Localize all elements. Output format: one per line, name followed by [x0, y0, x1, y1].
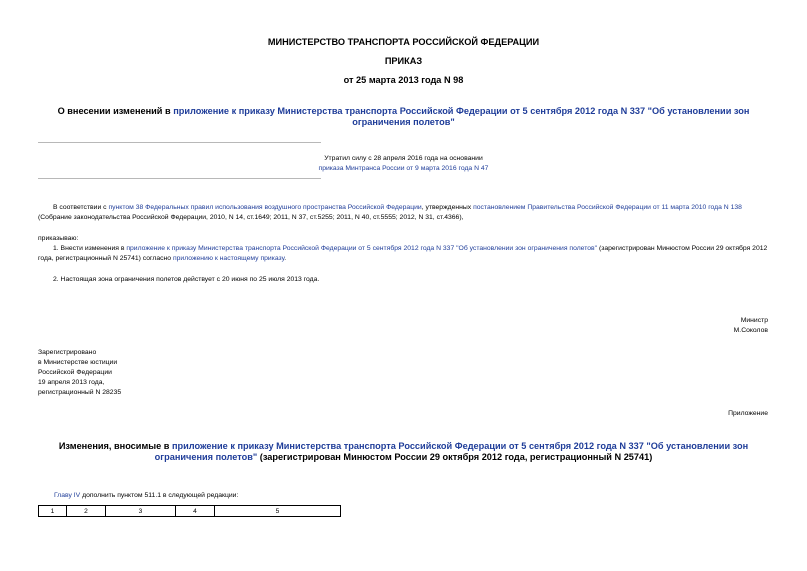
- appendix-title: [35, 441, 772, 463]
- notice-rule-bottom: [38, 178, 321, 179]
- preamble-link-rules[interactable]: пунктом 38 Федеральных правил использования воздушного пространства Российской Федерации: [108, 204, 422, 211]
- item-2-paragraph: 2. Настоящая зона ограничения полетов действует с 20 июня по 25 июля 2013 года.: [53, 276, 320, 283]
- preamble-text-2: , утвержденных: [421, 204, 474, 211]
- notice-link[interactable]: приказа Минтранса России от 9 марта 2016 года N 47: [318, 165, 489, 172]
- order-word: приказываю:: [38, 235, 79, 242]
- notice-line-1: Утратил силу с 28 апреля 2016 года на основании: [324, 155, 483, 162]
- item-1-text-3: .: [284, 255, 287, 262]
- preamble-text-1: В соответствии с: [53, 204, 109, 211]
- item-1-link-this-appendix[interactable]: приложению к настоящему приказу: [172, 255, 285, 262]
- item-1-paragraph: [38, 244, 770, 264]
- document-title: [35, 106, 772, 128]
- preamble-paragraph: [38, 203, 770, 223]
- chapter-note: [54, 491, 238, 501]
- date-number-heading: от 25 марта 2013 года N 98: [343, 75, 464, 85]
- registration-line-4: 19 апреля 2013 года,: [38, 379, 105, 386]
- columns-table: [38, 505, 341, 517]
- appendix-title-suffix: (зарегистрирован Минюстом России 29 октября 2012 года, регистрационный N 25741): [257, 452, 653, 462]
- doc-type-heading: ПРИКАЗ: [384, 56, 423, 66]
- signature-name: М.Соколов: [733, 327, 768, 334]
- title-link[interactable]: приложение к приказу Министерства транспорта Российской Федерации от 5 сентября 2012 года N 337 "Об установлении зон ограничения полетов": [173, 106, 750, 127]
- ministry-heading: МИНИСТЕРСТВО ТРАНСПОРТА РОССИЙСКОЙ ФЕДЕРАЦИИ: [267, 37, 540, 47]
- title-prefix: О внесении изменений в: [57, 106, 174, 116]
- item-1-text-2: (зарегистрирован Минюстом России 29 октября 2012 года, регистрационный N 25741) согласно: [38, 245, 768, 262]
- appendix-title-prefix: Изменения, вносимые в: [58, 441, 172, 451]
- registration-line-2: в Министерстве юстиции: [38, 359, 118, 366]
- registration-line-1: Зарегистрировано: [38, 349, 97, 356]
- table-cell-col-5: 5: [215, 506, 341, 517]
- table-cell-col-2: 2: [67, 506, 106, 517]
- item-1-link-appendix[interactable]: приложение к приказу Министерства транспорта Российской Федерации от 5 сентября 2012 года N 337 "Об установлении зон ограничения полетов": [126, 245, 598, 252]
- appendix-label: Приложение: [728, 410, 768, 417]
- preamble-text-3: (Собрание законодательства Российской Федерации, 2010, N 14, ст.1649; 2011, N 37, ст.5255; 2011, N 40, ст.5555; 2012, N 31, ст.4366),: [38, 214, 464, 221]
- table-row: [39, 506, 341, 517]
- notice-block: [0, 154, 807, 174]
- notice-rule-top: [38, 142, 321, 143]
- signature-block: [734, 316, 768, 336]
- registration-block: [38, 348, 121, 398]
- chapter-note-text: дополнить пунктом 511.1 в следующей редакции:: [80, 492, 239, 499]
- registration-line-3: Российской Федерации: [38, 369, 112, 376]
- table-cell-col-1: 1: [39, 506, 67, 517]
- appendix-title-link[interactable]: приложение к приказу Министерства транспорта Российской Федерации от 5 сентября 2012 года N 337 "Об установлении зон ограничения полетов": [154, 441, 749, 462]
- item-1-text-1: 1. Внести изменения в: [53, 245, 127, 252]
- registration-line-5: регистрационный N 28235: [38, 389, 122, 396]
- signature-position: Министр: [740, 317, 768, 324]
- table-cell-col-4: 4: [176, 506, 215, 517]
- chapter-link[interactable]: Главу IV: [54, 492, 81, 499]
- preamble-link-resolution[interactable]: постановлением Правительства Российской Федерации от 11 марта 2010 года N 138: [473, 204, 742, 211]
- table-cell-col-3: 3: [106, 506, 176, 517]
